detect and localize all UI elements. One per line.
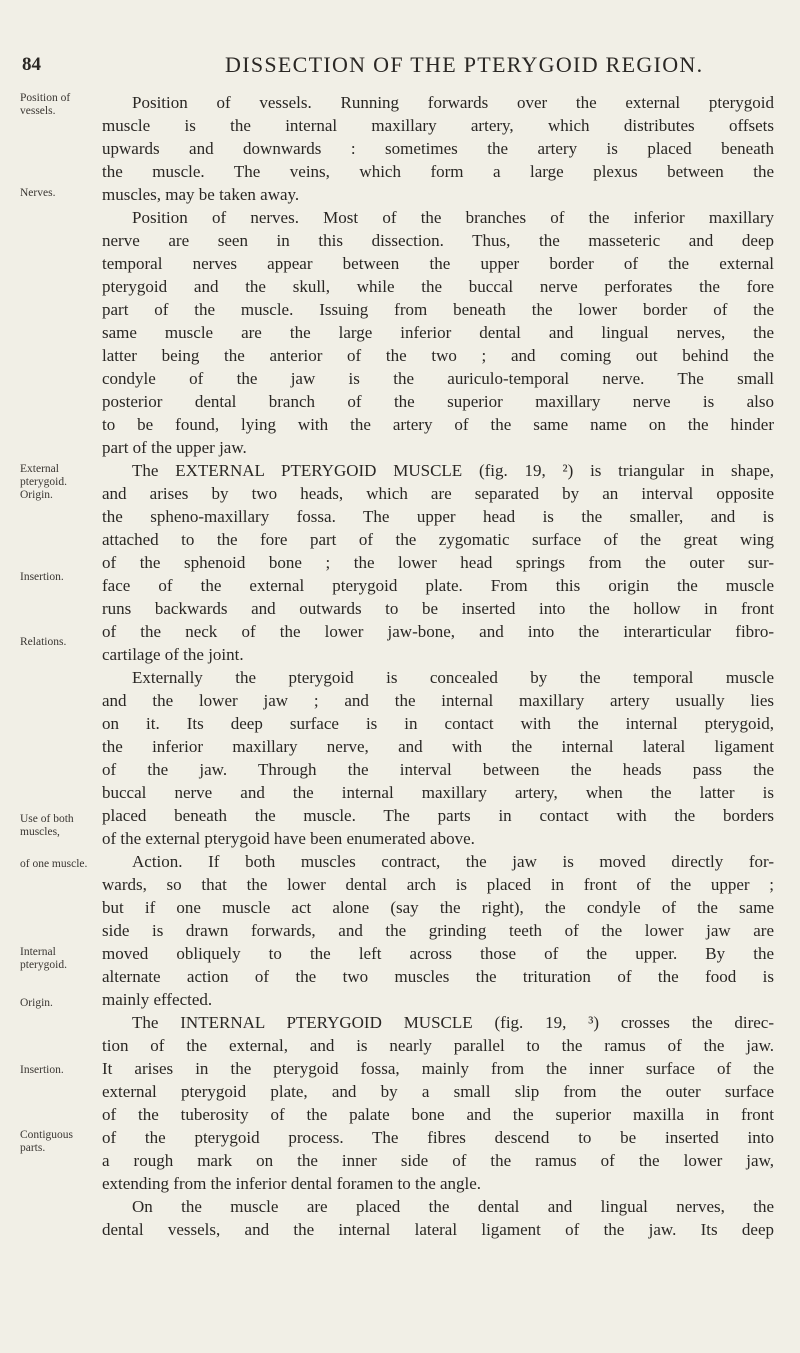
margin-note: Use of both muscles, — [20, 813, 74, 838]
text-line: but if one muscle act alone (say the right), the condyle of the same — [102, 898, 774, 917]
text-line: cartilage of the joint. — [102, 645, 244, 664]
text-line: the inferior maxillary nerve, and with the internal lateral ligament — [102, 737, 774, 756]
text-line: latter being the anterior of the two ; and coming out behind the — [102, 346, 774, 365]
text-line: pterygoid and the skull, while the buccal nerve perforates the fore — [102, 277, 774, 296]
text-line: side is drawn forwards, and the grinding teeth of the lower jaw are — [102, 921, 774, 940]
text-line: wards, so that the lower dental arch is placed in front of the upper ; — [102, 875, 774, 894]
text-line: muscles, may be taken away. — [102, 185, 300, 204]
text-line: of the external pterygoid have been enumerated above. — [102, 829, 475, 848]
text-line: The INTERNAL PTERYGOID MUSCLE (fig. 19, ³) crosses the direc- — [132, 1013, 774, 1032]
text-line: Action. If both muscles contract, the jaw is moved directly for- — [132, 852, 774, 871]
text-line: buccal nerve and the internal maxillary artery, when the latter is — [102, 783, 774, 802]
margin-note: Internal pterygoid. — [20, 946, 67, 971]
text-line: mainly effected. — [102, 990, 213, 1009]
text-line: It arises in the pterygoid fossa, mainly from the inner surface of the — [102, 1059, 774, 1078]
margin-note: Insertion. — [20, 571, 64, 583]
text-line: face of the external pterygoid plate. From this origin the muscle — [102, 576, 774, 595]
text-line: of the neck of the lower jaw-bone, and into the interarticular fibro- — [102, 622, 774, 641]
text-line: external pterygoid plate, and by a small slip from the outer surface — [102, 1082, 774, 1101]
text-line: The EXTERNAL PTERYGOID MUSCLE (fig. 19, ²) is triangular in shape, — [132, 461, 774, 480]
text-line: attached to the fore part of the zygomatic surface of the great wing — [102, 530, 774, 549]
text-line: extending from the inferior dental foramen to the angle. — [102, 1174, 482, 1193]
text-line: posterior dental branch of the superior maxillary nerve is also — [102, 392, 774, 411]
text-line: of the jaw. Through the interval between the heads pass the — [102, 760, 774, 779]
margin-note: of one muscle. — [20, 858, 88, 870]
margin-note: Contiguous parts. — [20, 1129, 74, 1154]
page-number: 84 — [22, 54, 41, 75]
text-line: On the muscle are placed the dental and lingual nerves, the — [132, 1197, 774, 1216]
margin-note: Position of vessels. — [20, 92, 71, 117]
text-line: alternate action of the two muscles the trituration of the food is — [102, 967, 774, 986]
margin-note: External pterygoid. Origin. — [20, 463, 67, 501]
text-line: part of the upper jaw. — [102, 438, 247, 457]
margin-note: Origin. — [20, 997, 53, 1009]
margin-note: Relations. — [20, 636, 67, 648]
text-line: nerve are seen in this dissection. Thus, the masseteric and deep — [102, 231, 774, 250]
text-line: a rough mark on the inner side of the ramus of the lower jaw, — [102, 1151, 774, 1170]
text-line: moved obliquely to the left across those of the upper. By the — [102, 944, 774, 963]
text-line: to be found, lying with the artery of the same name on the hinder — [102, 415, 774, 434]
text-line: the muscle. The veins, which form a large plexus between the — [102, 162, 774, 181]
margin-note: Nerves. — [20, 187, 56, 199]
text-line: of the sphenoid bone ; the lower head springs from the outer sur- — [102, 553, 774, 572]
running-head: DISSECTION OF THE PTERYGOID REGION. — [225, 52, 704, 77]
text-line: on it. Its deep surface is in contact with the internal pterygoid, — [102, 714, 774, 733]
text-line: runs backwards and outwards to be inserted into the hollow in front — [102, 599, 774, 618]
text-line: the spheno-maxillary fossa. The upper head is the smaller, and is — [102, 507, 774, 526]
text-line: part of the muscle. Issuing from beneath the lower border of the — [102, 300, 774, 319]
text-line: Externally the pterygoid is concealed by the temporal muscle — [132, 668, 774, 687]
text-line: condyle of the jaw is the auriculo-temporal nerve. The small — [102, 369, 774, 388]
text-line: tion of the external, and is nearly parallel to the ramus of the jaw. — [102, 1036, 774, 1055]
text-line: placed beneath the muscle. The parts in contact with the borders — [102, 806, 774, 825]
text-line: and arises by two heads, which are separated by an interval opposite — [102, 484, 774, 503]
text-line: of the pterygoid process. The fibres descend to be inserted into — [102, 1128, 774, 1147]
text-line: same muscle are the large inferior dental and lingual nerves, the — [102, 323, 774, 342]
text-line: dental vessels, and the internal lateral ligament of the jaw. Its deep — [102, 1220, 774, 1239]
text-line: of the tuberosity of the palate bone and the superior maxilla in front — [102, 1105, 774, 1124]
page-header — [0, 38, 800, 78]
margin-note: Insertion. — [20, 1064, 64, 1076]
text-line: Position of vessels. Running forwards over the external pterygoid — [132, 93, 774, 112]
text-line: Position of nerves. Most of the branches of the inferior maxillary — [132, 208, 774, 227]
text-line: muscle is the internal maxillary artery, which distributes offsets — [102, 116, 774, 135]
text-line: upwards and downwards : sometimes the artery is placed beneath — [102, 139, 774, 158]
text-line: and the lower jaw ; and the internal maxillary artery usually lies — [102, 691, 774, 710]
text-line: temporal nerves appear between the upper border of the external — [102, 254, 774, 273]
